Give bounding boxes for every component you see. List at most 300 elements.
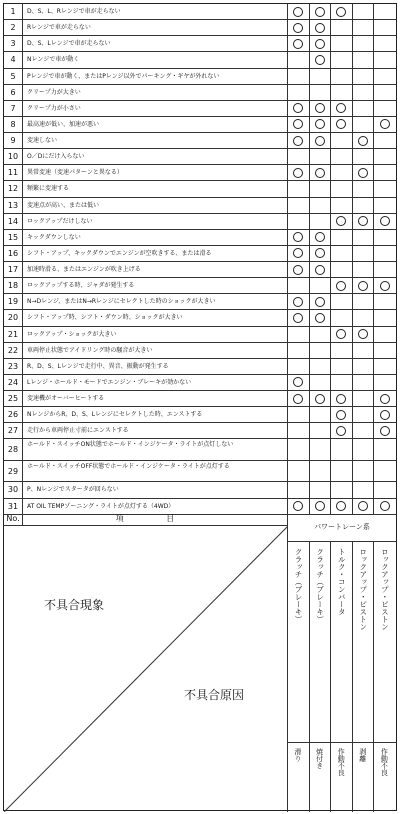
- circle-mark: [380, 281, 390, 291]
- circle-mark: [315, 23, 325, 33]
- mark-cell: [353, 117, 375, 132]
- mark-cell: [331, 101, 353, 116]
- row-number: 20: [4, 310, 23, 325]
- row-number: 19: [4, 294, 23, 309]
- table-row: [4, 69, 396, 85]
- mark-cell: [331, 461, 353, 482]
- circle-mark: [293, 39, 303, 49]
- mark-cell: [374, 439, 396, 460]
- table-row: [4, 36, 396, 52]
- mark-cell: [310, 439, 332, 460]
- header-item: 項 目: [23, 512, 288, 526]
- table-row: [4, 198, 396, 214]
- row-symptom: 走行から車両停止寸前にエンストする: [23, 423, 288, 438]
- mark-cell: [310, 343, 332, 358]
- table-row: [4, 461, 396, 483]
- symptom-rows: [4, 4, 396, 515]
- circle-mark: [315, 394, 325, 404]
- mark-cell: [288, 461, 310, 482]
- row-number: 14: [4, 214, 23, 229]
- mark-cell: [310, 36, 332, 51]
- circle-mark: [380, 426, 390, 436]
- mark-cell: [331, 52, 353, 67]
- mark-cell: [353, 52, 375, 67]
- mark-cell: [374, 165, 396, 180]
- table-row: [4, 20, 396, 36]
- mark-cell: [331, 375, 353, 390]
- mark-cell: [310, 262, 332, 277]
- mark-cell: [353, 246, 375, 261]
- circle-mark: [315, 168, 325, 178]
- mark-cell: [353, 310, 375, 325]
- mark-cell: [310, 165, 332, 180]
- mark-cell: [310, 391, 332, 406]
- row-number: 25: [4, 391, 23, 406]
- mark-cell: [353, 230, 375, 245]
- mark-cell: [288, 149, 310, 164]
- mark-cell: [353, 36, 375, 51]
- mark-cell: [288, 165, 310, 180]
- mark-cell: [331, 165, 353, 180]
- circle-mark: [336, 119, 346, 129]
- mark-cell: [288, 246, 310, 261]
- mark-cell: [353, 85, 375, 100]
- cause-component: トルク・コンバータ: [337, 548, 347, 616]
- mark-cell: [310, 181, 332, 196]
- row-number: 5: [4, 69, 23, 84]
- row-number: 11: [4, 165, 23, 180]
- circle-mark: [293, 136, 303, 146]
- mark-cell: [353, 133, 375, 148]
- mark-cell: [288, 4, 310, 19]
- mark-cell: [310, 69, 332, 84]
- row-number: 3: [4, 36, 23, 51]
- powertrain-header: パワートレーン系: [288, 512, 396, 542]
- circle-mark: [358, 329, 368, 339]
- mark-cell: [288, 52, 310, 67]
- column-divider: [310, 742, 331, 743]
- mark-cell: [353, 20, 375, 35]
- row-symptom: シフト・アップ時、シフト・ダウン時、ショックが大きい: [23, 310, 288, 325]
- mark-cell: [331, 294, 353, 309]
- column-divider: [288, 742, 309, 743]
- circle-mark: [358, 281, 368, 291]
- mark-cell: [374, 359, 396, 374]
- diagonal-line: [4, 526, 288, 812]
- row-symptom: ロックアップする時、ジャダが発生する: [23, 278, 288, 293]
- row-number: 6: [4, 85, 23, 100]
- table-row: [4, 294, 396, 310]
- circle-mark: [358, 501, 368, 511]
- cause-column: [374, 542, 396, 812]
- cause-column: [353, 542, 375, 812]
- symptom-label: 不具合現象: [44, 598, 105, 612]
- row-number: 10: [4, 149, 23, 164]
- mark-cell: [374, 230, 396, 245]
- row-symptom: 変速機がオーバーヒートする: [23, 391, 288, 406]
- mark-cell: [288, 36, 310, 51]
- mark-cell: [353, 165, 375, 180]
- row-number: 31: [4, 499, 23, 514]
- mark-cell: [331, 149, 353, 164]
- table-row: [4, 230, 396, 246]
- circle-mark: [315, 7, 325, 17]
- cause-component: ロックアップ・ピストン: [380, 548, 390, 631]
- circle-mark: [293, 377, 303, 387]
- table-row: [4, 391, 396, 407]
- circle-mark: [336, 216, 346, 226]
- row-number: 18: [4, 278, 23, 293]
- cause-component: ロックアップ・ピストン: [358, 548, 368, 631]
- mark-cell: [310, 461, 332, 482]
- table-row: [4, 214, 396, 230]
- row-number: 12: [4, 181, 23, 196]
- cause-column: [331, 542, 353, 812]
- table-row: [4, 117, 396, 133]
- mark-cell: [288, 407, 310, 422]
- diagonal-header: [4, 526, 288, 812]
- row-symptom: 変速しない: [23, 133, 288, 148]
- mark-cell: [374, 262, 396, 277]
- row-symptom: 最高速が低い、加速が悪い: [23, 117, 288, 132]
- circle-mark: [380, 501, 390, 511]
- circle-mark: [315, 297, 325, 307]
- row-symptom: クリープ力が小さい: [23, 101, 288, 116]
- table-row: [4, 246, 396, 262]
- cause-columns: [288, 542, 396, 812]
- table-row: [4, 423, 396, 439]
- circle-mark: [336, 410, 346, 420]
- mark-cell: [288, 343, 310, 358]
- mark-cell: [310, 294, 332, 309]
- mark-cell: [288, 391, 310, 406]
- column-divider: [353, 742, 374, 743]
- mark-cell: [374, 181, 396, 196]
- circle-mark: [380, 394, 390, 404]
- row-symptom: D、S、Lレンジで車が走らない: [23, 36, 288, 51]
- row-number: 4: [4, 52, 23, 67]
- mark-cell: [288, 310, 310, 325]
- mark-cell: [310, 407, 332, 422]
- row-number: 23: [4, 359, 23, 374]
- mark-cell: [331, 407, 353, 422]
- row-number: 2: [4, 20, 23, 35]
- row-symptom: N→Dレンジ、またはN→Rレンジにセレクトした時のショックが大きい: [23, 294, 288, 309]
- circle-mark: [380, 410, 390, 420]
- circle-mark: [293, 313, 303, 323]
- table-row: [4, 133, 396, 149]
- table-row: [4, 343, 396, 359]
- mark-cell: [353, 343, 375, 358]
- mark-cell: [353, 407, 375, 422]
- mark-cell: [310, 278, 332, 293]
- row-symptom: 異常変速（変速パターンと異なる）: [23, 165, 288, 180]
- header-no: No.: [4, 512, 23, 526]
- mark-cell: [331, 4, 353, 19]
- mark-cell: [331, 214, 353, 229]
- circle-mark: [336, 394, 346, 404]
- cause-condition: 焼付き: [315, 748, 324, 769]
- mark-cell: [288, 20, 310, 35]
- circle-mark: [358, 216, 368, 226]
- mark-cell: [310, 20, 332, 35]
- row-symptom: クリープ力が大きい: [23, 85, 288, 100]
- cause-condition: 作動不良: [337, 748, 346, 776]
- mark-cell: [331, 246, 353, 261]
- row-symptom: 頻繁に変速する: [23, 181, 288, 196]
- mark-cell: [331, 310, 353, 325]
- table-row: [4, 482, 396, 498]
- mark-cell: [353, 423, 375, 438]
- mark-cell: [310, 375, 332, 390]
- mark-cell: [310, 85, 332, 100]
- mark-cell: [310, 117, 332, 132]
- mark-cell: [310, 133, 332, 148]
- mark-cell: [288, 85, 310, 100]
- circle-mark: [336, 7, 346, 17]
- diagnosis-table: [3, 3, 397, 811]
- mark-cell: [288, 133, 310, 148]
- table-row: [4, 165, 396, 181]
- row-number: 22: [4, 343, 23, 358]
- cause-label: 不具合原因: [184, 688, 245, 702]
- mark-cell: [288, 294, 310, 309]
- circle-mark: [293, 7, 303, 17]
- mark-cell: [288, 69, 310, 84]
- mark-cell: [353, 214, 375, 229]
- row-symptom: シフト・アップ、キックダウンでエンジンが空吹きする、または滑る: [23, 246, 288, 261]
- mark-cell: [331, 391, 353, 406]
- mark-cell: [310, 4, 332, 19]
- row-number: 17: [4, 262, 23, 277]
- mark-cell: [353, 198, 375, 213]
- circle-mark: [315, 248, 325, 258]
- mark-cell: [374, 423, 396, 438]
- table-row: [4, 278, 396, 294]
- mark-cell: [353, 149, 375, 164]
- mark-cell: [310, 423, 332, 438]
- mark-cell: [331, 20, 353, 35]
- mark-cell: [374, 482, 396, 497]
- mark-cell: [331, 482, 353, 497]
- mark-cell: [288, 375, 310, 390]
- row-number: 27: [4, 423, 23, 438]
- row-symptom: AT OIL TEMPゾーニング・ライトが点灯する（4WD）: [23, 499, 288, 514]
- row-number: 15: [4, 230, 23, 245]
- mark-cell: [353, 391, 375, 406]
- table-row: [4, 181, 396, 197]
- circle-mark: [293, 501, 303, 511]
- mark-cell: [374, 327, 396, 342]
- row-symptom: ロックアップだけしない: [23, 214, 288, 229]
- mark-cell: [374, 310, 396, 325]
- mark-cell: [374, 117, 396, 132]
- cause-condition: 剥離: [358, 748, 367, 762]
- mark-cell: [288, 117, 310, 132]
- row-symptom: ロックアップ・ショックが大きい: [23, 327, 288, 342]
- table-row: [4, 359, 396, 375]
- mark-cell: [353, 4, 375, 19]
- mark-cell: [374, 85, 396, 100]
- row-number: 21: [4, 327, 23, 342]
- row-symptom: 変速点が高い、または低い: [23, 198, 288, 213]
- circle-mark: [315, 265, 325, 275]
- mark-cell: [374, 69, 396, 84]
- table-row: [4, 439, 396, 461]
- mark-cell: [310, 214, 332, 229]
- row-symptom: D、S、L、Rレンジで車が走らない: [23, 4, 288, 19]
- mark-cell: [353, 327, 375, 342]
- mark-cell: [310, 310, 332, 325]
- row-number: 16: [4, 246, 23, 261]
- mark-cell: [374, 294, 396, 309]
- row-symptom: R、D、S、Lレンジで走行中、異音、振動が発生する: [23, 359, 288, 374]
- mark-cell: [288, 214, 310, 229]
- mark-cell: [353, 461, 375, 482]
- mark-cell: [331, 278, 353, 293]
- mark-cell: [288, 327, 310, 342]
- mark-cell: [331, 117, 353, 132]
- mark-cell: [310, 230, 332, 245]
- row-number: 8: [4, 117, 23, 132]
- table-row: [4, 52, 396, 68]
- row-symptom: P、Nレンジでスタータが回らない: [23, 482, 288, 497]
- cause-component: クラッチ（ブレーキ）: [294, 548, 303, 623]
- circle-mark: [336, 426, 346, 436]
- mark-cell: [331, 359, 353, 374]
- circle-mark: [336, 329, 346, 339]
- mark-cell: [331, 69, 353, 84]
- table-row: [4, 4, 396, 20]
- mark-cell: [353, 101, 375, 116]
- table-row: [4, 149, 396, 165]
- mark-cell: [374, 4, 396, 19]
- mark-cell: [288, 181, 310, 196]
- mark-cell: [288, 439, 310, 460]
- mark-cell: [374, 214, 396, 229]
- circle-mark: [293, 23, 303, 33]
- mark-cell: [374, 149, 396, 164]
- cause-component: クラッチ（ブレーキ）: [315, 548, 325, 623]
- circle-mark: [380, 216, 390, 226]
- mark-cell: [331, 423, 353, 438]
- mark-cell: [353, 359, 375, 374]
- mark-cell: [331, 85, 353, 100]
- mark-cell: [374, 133, 396, 148]
- circle-mark: [358, 136, 368, 146]
- row-symptom: Rレンジで車が走らない: [23, 20, 288, 35]
- mark-cell: [374, 375, 396, 390]
- mark-cell: [310, 149, 332, 164]
- cause-condition: 滑り: [294, 748, 302, 762]
- circle-mark: [336, 501, 346, 511]
- row-number: 29: [4, 461, 23, 482]
- circle-mark: [293, 168, 303, 178]
- circle-mark: [293, 248, 303, 258]
- row-symptom: 加速時滑る、またはエンジンが吹き上げる: [23, 262, 288, 277]
- mark-cell: [331, 343, 353, 358]
- table-row: [4, 375, 396, 391]
- mark-cell: [310, 101, 332, 116]
- column-divider: [331, 742, 352, 743]
- row-symptom: NレンジからR、D、S、Lレンジにセレクトした時、エンストする: [23, 407, 288, 422]
- table-row: [4, 85, 396, 101]
- cause-condition: 作動不良: [380, 748, 389, 776]
- row-number: 30: [4, 482, 23, 497]
- mark-cell: [288, 359, 310, 374]
- circle-mark: [293, 394, 303, 404]
- row-number: 9: [4, 133, 23, 148]
- table-row: [4, 101, 396, 117]
- mark-cell: [374, 391, 396, 406]
- row-number: 13: [4, 198, 23, 213]
- row-symptom: 車両停止状態でアイドリング時の騒音が大きい: [23, 343, 288, 358]
- table-row: [4, 327, 396, 343]
- mark-cell: [310, 246, 332, 261]
- mark-cell: [331, 327, 353, 342]
- mark-cell: [288, 101, 310, 116]
- row-symptom: Pレンジで車が動く、またはPレンジ以外でパーキング・ギヤが外れない: [23, 69, 288, 84]
- circle-mark: [315, 313, 325, 323]
- cause-column: [310, 542, 332, 812]
- mark-cell: [353, 278, 375, 293]
- circle-mark: [315, 136, 325, 146]
- mark-cell: [353, 69, 375, 84]
- mark-cell: [374, 36, 396, 51]
- mark-cell: [288, 278, 310, 293]
- mark-cell: [374, 198, 396, 213]
- column-divider: [374, 742, 396, 743]
- circle-mark: [293, 265, 303, 275]
- mark-cell: [353, 181, 375, 196]
- mark-cell: [353, 262, 375, 277]
- mark-cell: [310, 52, 332, 67]
- mark-cell: [288, 262, 310, 277]
- row-number: 1: [4, 4, 23, 19]
- mark-cell: [353, 439, 375, 460]
- circle-mark: [315, 55, 325, 65]
- mark-cell: [288, 423, 310, 438]
- row-number: 7: [4, 101, 23, 116]
- mark-cell: [310, 327, 332, 342]
- mark-cell: [331, 181, 353, 196]
- circle-mark: [293, 232, 303, 242]
- circle-mark: [336, 281, 346, 291]
- circle-mark: [380, 119, 390, 129]
- mark-cell: [331, 230, 353, 245]
- circle-mark: [315, 232, 325, 242]
- mark-cell: [374, 278, 396, 293]
- circle-mark: [315, 39, 325, 49]
- circle-mark: [336, 103, 346, 113]
- row-symptom: O／Dにだけ入らない: [23, 149, 288, 164]
- circle-mark: [315, 103, 325, 113]
- mark-cell: [288, 230, 310, 245]
- mark-cell: [331, 439, 353, 460]
- mark-cell: [310, 359, 332, 374]
- mark-cell: [374, 461, 396, 482]
- mark-cell: [331, 133, 353, 148]
- mark-cell: [353, 482, 375, 497]
- mark-cell: [374, 101, 396, 116]
- row-symptom: ホールド・スイッチON状態でホールド・インジケータ・ライトが点灯しない: [23, 439, 288, 460]
- row-number: 28: [4, 439, 23, 460]
- circle-mark: [293, 297, 303, 307]
- cause-column: [288, 542, 310, 812]
- circle-mark: [315, 119, 325, 129]
- mark-cell: [374, 246, 396, 261]
- table-row: [4, 262, 396, 278]
